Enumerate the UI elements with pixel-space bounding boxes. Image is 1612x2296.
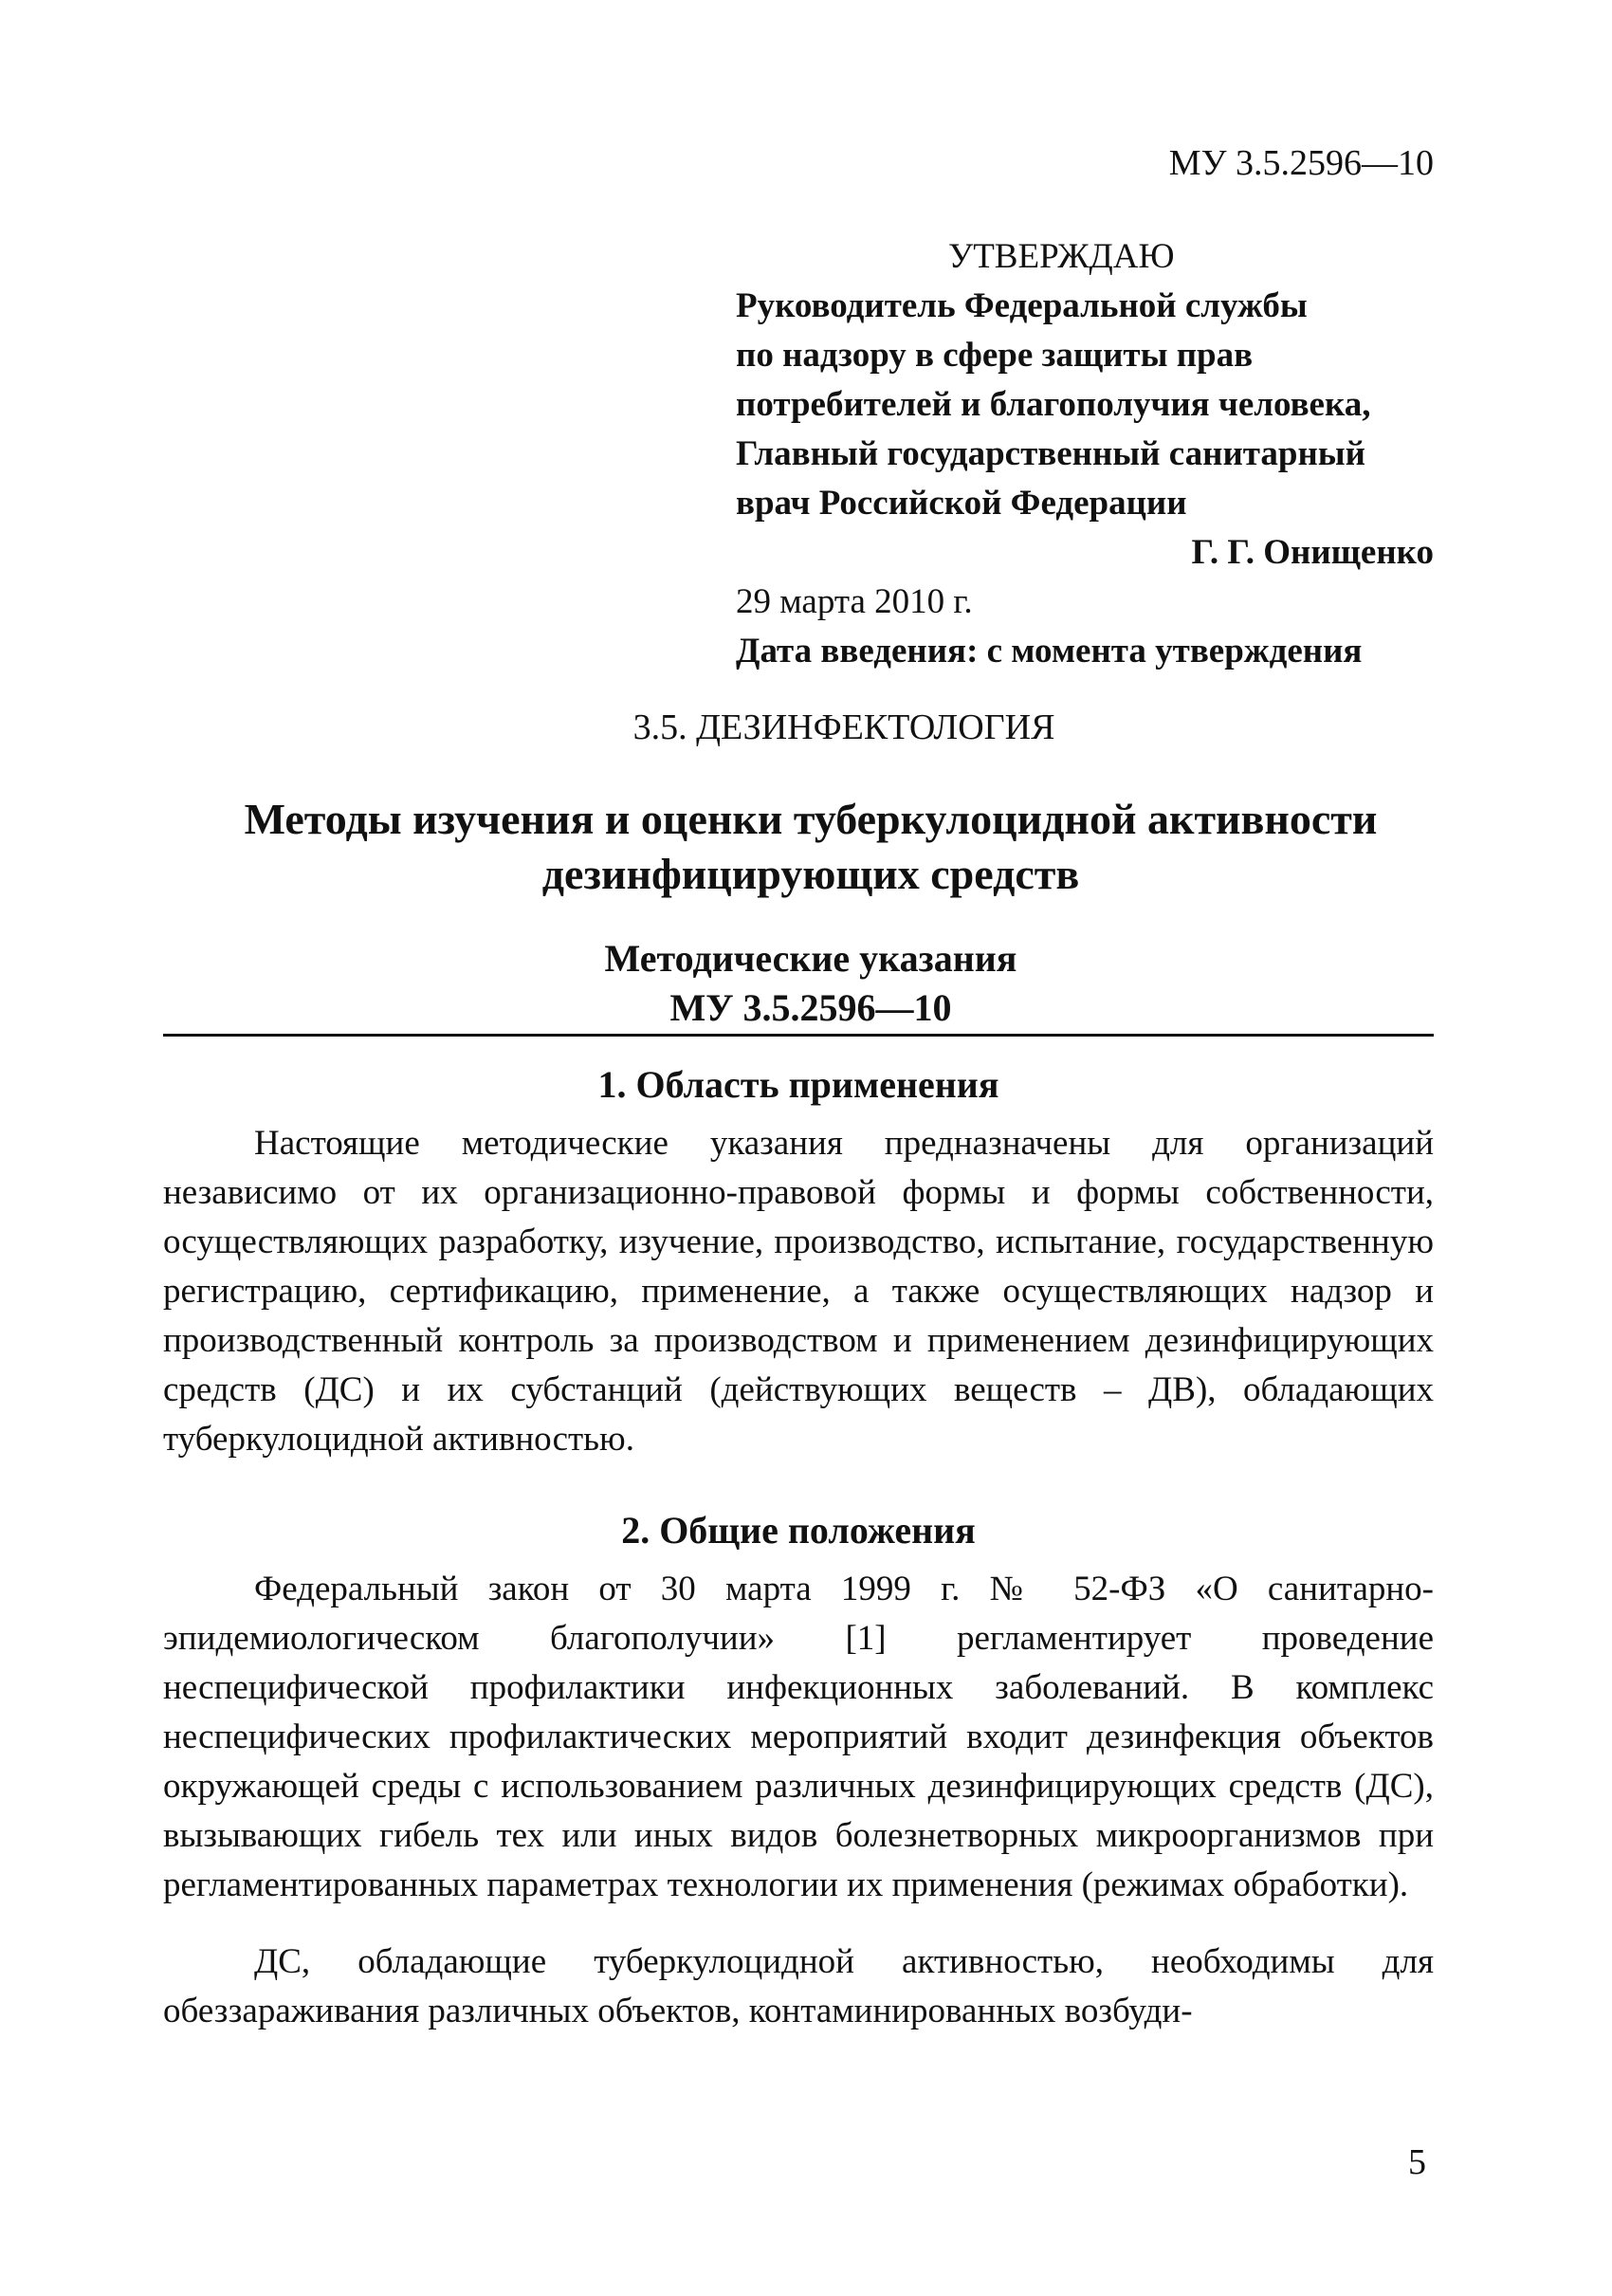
page-number: 5 <box>1408 2142 1426 2182</box>
document-title: Методы изучения и оценки туберкулоцидной активности дезинфицирующих средств <box>244 795 1378 898</box>
document-subtitle <box>190 934 1432 1033</box>
approval-block <box>736 232 1434 676</box>
subtitle-type: Методические указания <box>604 937 1017 980</box>
approval-line: потребителей и благополучия человека, <box>736 385 1371 424</box>
section-paragraph: Федеральный закон от 30 марта 1999 г. № 52-ФЗ «О санитарно-эпидемиологическом благополучии» [1] регламентирует проведение неспецифической профилактики инфекционных заболеваний. В комплекс неспецифических профилактических мероприятий входит дезинфекция объектов окружающей среды с использованием различных дезинфицирующих средств (ДС), вызывающих гибель тех или иных видов болезнетворных микроорганизмов при регламентированных параметрах технологии их применения (режимах обработки). <box>163 1570 1434 1904</box>
horizontal-rule <box>163 1034 1434 1037</box>
section-heading-general: 2. Общие положения <box>621 1509 976 1552</box>
section-paragraph: ДС, обладающие туберкулоцидной активностью, необходимы для обеззараживания различных объектов, контаминированных возбуди- <box>163 1942 1434 2030</box>
approval-title: УТВЕРЖДАЮ <box>948 237 1175 276</box>
approval-line: по надзору в сфере защиты прав <box>736 336 1254 375</box>
approval-line: Главный государственный санитарный <box>736 434 1365 473</box>
approval-effective-date: Дата введения: с момента утверждения <box>736 632 1363 670</box>
category-heading: 3.5. ДЕЗИНФЕКТОЛОГИЯ <box>632 707 1055 747</box>
section-heading-scope: 1. Область применения <box>597 1063 999 1106</box>
approval-date: 29 марта 2010 г. <box>736 582 973 621</box>
document-code: МУ 3.5.2596—10 <box>1168 143 1434 183</box>
subtitle-code: МУ 3.5.2596—10 <box>669 986 952 1029</box>
section-paragraph: Настоящие методические указания предназначены для организаций независимо от их организационно-правовой формы и формы собственности, осуществляющих разработку, изучение, производство, испытание, государственную регистрацию, сертификацию, применение, а также осуществляющих надзор и производственный контроль за производством и применением дезинфицирующих средств (ДС) и их субстанций (действующих веществ – ДВ), обладающих туберкулоцидной активностью. <box>163 1124 1434 1459</box>
approval-line: Руководитель Федеральной службы <box>736 286 1308 325</box>
approval-line: врач Российской Федерации <box>736 484 1187 523</box>
approval-signatory: Г. Г. Онищенко <box>1191 533 1434 572</box>
